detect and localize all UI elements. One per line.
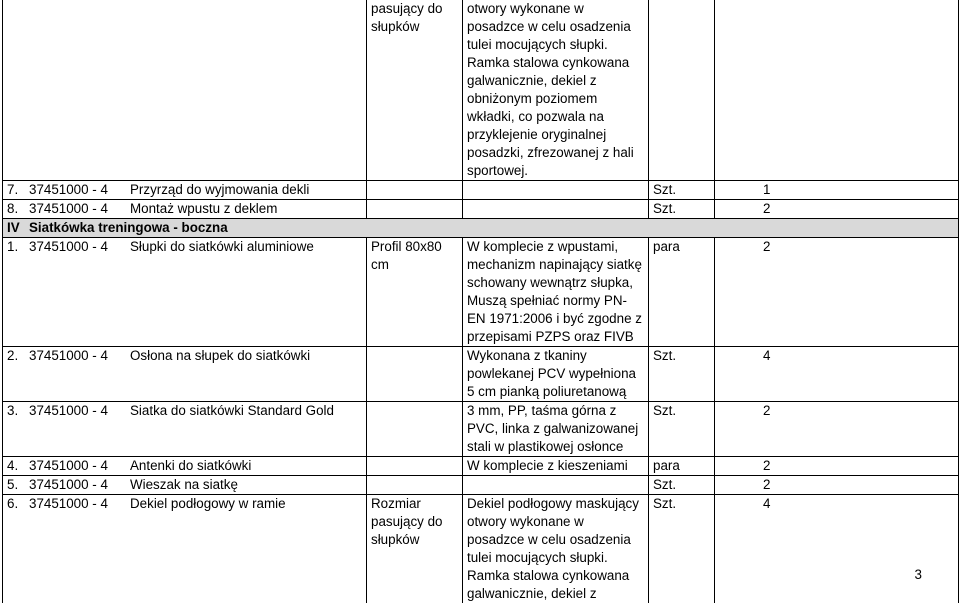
item-qty-cell [715, 347, 959, 402]
item-desc: W komplecie z wpustami, mechanizm napinający siatkę schowany wewnątrz słupka, Muszą spełniać normy PN-EN 1971:2006 i być zgodne z przepisami PZPS oraz FIVB [467, 239, 642, 344]
item-code: 37451000 - 4 [29, 476, 130, 494]
item-dim-cell [367, 181, 463, 200]
item-name-cell [3, 495, 367, 603]
cont-desc: otwory wykonane w posadzce w celu osadzenia tulei mocujących słupki. Ramka stalowa cynkowana galwanicznie, dekiel z obniżonym poziomem wkładki, co pozwala na przyklejenie oryginalnej posadzki, zfrezowanej z hali sportowej. [467, 1, 634, 178]
item-code: 37451000 - 4 [29, 495, 130, 513]
section-title: Siatkówka treningowa - boczna [29, 220, 228, 235]
item-name: Siatka do siatkówki Standard Gold [130, 403, 334, 418]
item-unit-cell [649, 347, 715, 402]
table-row [3, 457, 959, 476]
item-number: 3. [3, 402, 29, 420]
item-qty-cell [715, 200, 959, 219]
item-name: Montaż wpustu z deklem [130, 201, 277, 216]
item-qty-cell [715, 402, 959, 457]
item-unit-cell [649, 181, 715, 200]
continuation-row [3, 0, 959, 181]
item-desc-cell [463, 238, 649, 347]
item-dim: Rozmiar pasujący do słupków [371, 496, 442, 547]
cont-unit-cell [649, 0, 715, 181]
item-dim-cell [367, 476, 463, 495]
item-number: 4. [3, 457, 29, 475]
item-qty-cell [715, 457, 959, 476]
item-code: 37451000 - 4 [29, 238, 130, 256]
item-number: 1. [3, 238, 29, 256]
item-unit: Szt. [653, 403, 676, 418]
section-number: IV [3, 219, 29, 237]
item-unit-cell [649, 476, 715, 495]
item-unit-cell [649, 238, 715, 347]
item-code: 37451000 - 4 [29, 457, 130, 475]
table-row [3, 200, 959, 219]
table-row [3, 347, 959, 402]
item-qty: 2 [763, 239, 770, 254]
item-code: 37451000 - 4 [29, 402, 130, 420]
item-qty-cell [715, 495, 959, 603]
item-qty-cell [715, 476, 959, 495]
item-qty: 2 [763, 458, 770, 473]
item-name-cell [3, 402, 367, 457]
item-desc-cell [463, 200, 649, 219]
item-name-cell [3, 476, 367, 495]
item-dim: Profil 80x80 cm [371, 239, 442, 272]
item-desc: Wykonana z tkaniny powlekanej PCV wypełniona 5 cm pianką poliuretanową [467, 348, 636, 399]
item-dim-cell [367, 200, 463, 219]
cont-dim-cell [367, 0, 463, 181]
item-qty-cell [715, 238, 959, 347]
table-row [3, 402, 959, 457]
item-unit: Szt. [653, 348, 676, 363]
item-unit: Szt. [653, 182, 676, 197]
item-unit-cell [649, 457, 715, 476]
item-qty: 4 [763, 496, 770, 511]
item-desc: 3 mm, PP, taśma górna z PVC, linka z galwanizowanej stali w plastikowej osłonce [467, 403, 638, 454]
item-qty: 2 [763, 477, 770, 492]
table-row [3, 181, 959, 200]
item-dim-cell [367, 238, 463, 347]
item-desc-cell [463, 476, 649, 495]
item-name: Wieszak na siatkę [130, 477, 238, 492]
cont-name-cell [3, 0, 367, 181]
item-code: 37451000 - 4 [29, 347, 130, 365]
item-desc-cell [463, 347, 649, 402]
item-code: 37451000 - 4 [29, 200, 130, 218]
item-desc-cell [463, 181, 649, 200]
item-desc-cell [463, 457, 649, 476]
item-unit: Szt. [653, 201, 676, 216]
item-number: 7. [3, 181, 29, 199]
table-row [3, 476, 959, 495]
item-name: Osłona na słupek do siatkówki [130, 348, 310, 363]
cont-desc-cell [463, 0, 649, 181]
item-name: Przyrząd do wyjmowania dekli [130, 182, 309, 197]
item-name-cell [3, 457, 367, 476]
section-header-row [3, 219, 959, 238]
table-row [3, 495, 959, 603]
item-name-cell [3, 200, 367, 219]
item-unit: Szt. [653, 496, 676, 511]
item-unit: para [653, 458, 680, 473]
page-number: 3 [915, 566, 922, 584]
specification-table [2, 0, 959, 603]
item-qty: 4 [763, 348, 770, 363]
item-name-cell [3, 238, 367, 347]
item-name: Antenki do siatkówki [130, 458, 251, 473]
item-dim-cell [367, 347, 463, 402]
item-name-cell [3, 347, 367, 402]
cont-qty-cell [715, 0, 959, 181]
item-number: 6. [3, 495, 29, 513]
table-row [3, 238, 959, 347]
section-header [3, 219, 959, 238]
item-desc: Dekiel podłogowy maskujący otwory wykonane w posadzce w celu osadzenia tulei mocujących słupki. Ramka stalowa cynkowana galwanicznie, dekiel z [467, 496, 639, 601]
item-dim-cell [367, 402, 463, 457]
item-desc-cell [463, 402, 649, 457]
item-number: 2. [3, 347, 29, 365]
item-dim-cell [367, 457, 463, 476]
item-unit-cell [649, 200, 715, 219]
item-dim-cell [367, 495, 463, 603]
item-number: 5. [3, 476, 29, 494]
item-desc: W komplecie z kieszeniami [467, 458, 628, 473]
item-qty: 2 [763, 403, 770, 418]
item-unit-cell [649, 402, 715, 457]
item-unit: para [653, 239, 680, 254]
item-qty-cell [715, 181, 959, 200]
item-qty: 2 [763, 201, 770, 216]
item-desc-cell [463, 495, 649, 603]
item-code: 37451000 - 4 [29, 181, 130, 199]
cont-dim: pasujący do słupków [371, 1, 442, 34]
item-unit-cell [649, 495, 715, 603]
item-name: Słupki do siatkówki aluminiowe [130, 239, 314, 254]
item-name-cell [3, 181, 367, 200]
item-number: 8. [3, 200, 29, 218]
item-unit: Szt. [653, 477, 676, 492]
item-qty: 1 [763, 182, 770, 197]
item-name: Dekiel podłogowy w ramie [130, 496, 286, 511]
